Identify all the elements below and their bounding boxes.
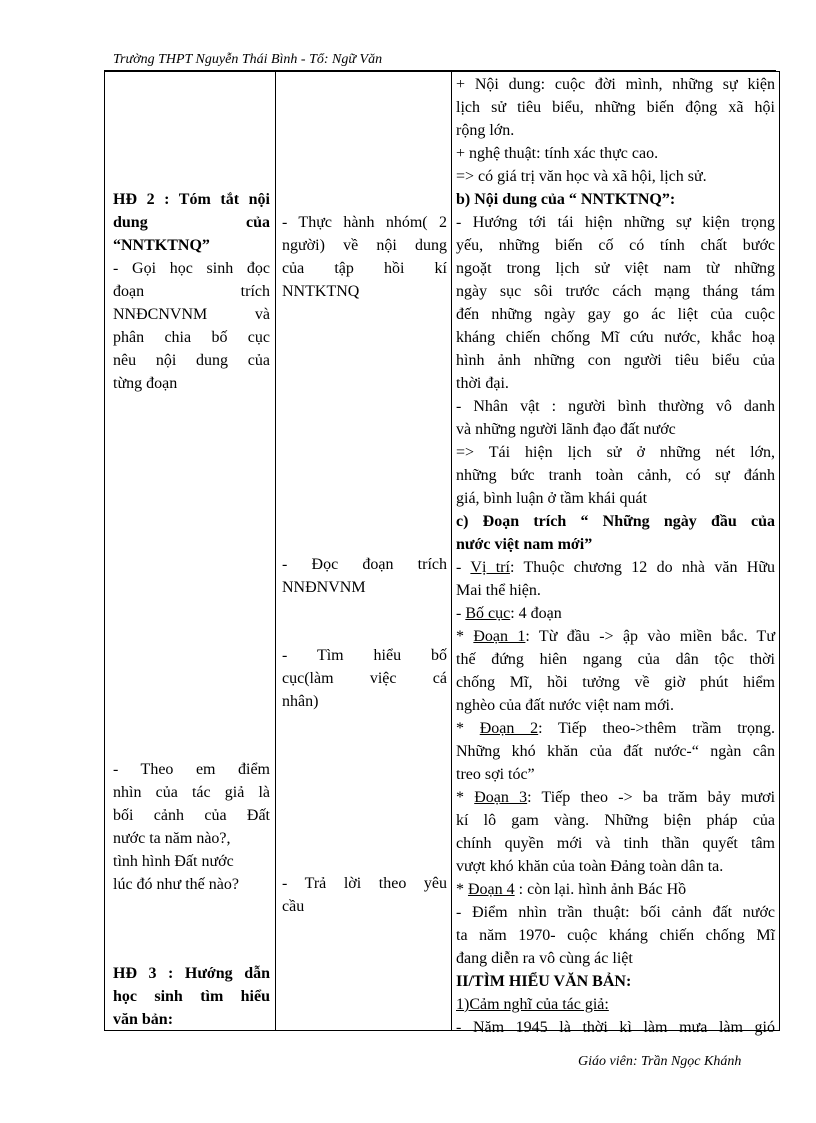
section-1-text: : Từ đầu -> ập vào miền bắc. Tư: [525, 628, 776, 645]
part-heading: II/TÌM HIỂU VĂN BẢN:: [456, 973, 632, 990]
question-block: [113, 758, 270, 896]
student-activity-line: của tập hồi kí: [282, 260, 447, 277]
content-line: kháng chiến chống Mĩ cứu nước, khắc hoạ: [456, 329, 775, 346]
student-activity-column: [276, 72, 452, 1031]
page-header: Trường THPT Nguyễn Thái Bình - Tổ: Ngữ Văn: [113, 52, 383, 67]
structure-text: : 4 đoạn: [510, 605, 562, 622]
student-activity-line: - Đọc đoạn trích: [282, 556, 447, 573]
hd3-title-line: học sinh tìm hiểu: [113, 988, 270, 1005]
content-line: chống Mĩ, hồi tưởng về giờ phút hiểm: [456, 674, 775, 691]
content-line: chính quyền mới và tinh thần quyết tâm: [456, 835, 775, 852]
table-row: [105, 72, 780, 1031]
subsection-heading: 1)Cảm nghĩ của tác giả:: [456, 996, 609, 1013]
content-line: + nghệ thuật: tính xác thực cao.: [456, 145, 659, 162]
content-line: * Đoạn 1: Từ đầu -> ập vào miền bắc. Tư: [456, 628, 776, 645]
student-activity-line: NNTKTNQ: [282, 283, 360, 300]
section-2-label: Đoạn 2: [479, 720, 539, 737]
question-line: - Theo em điểm: [113, 761, 270, 778]
content-line: ta năm 1970- cuộc kháng chiến chống Mĩ: [456, 927, 775, 944]
hd2-block: [113, 188, 270, 257]
hd3-title-line: văn bản:: [113, 1011, 174, 1028]
question-line: nhìn của tác giả là: [113, 784, 270, 801]
section-1-label: Đoạn 1: [473, 628, 526, 645]
content-line: - Bố cục: 4 đoạn: [456, 605, 562, 622]
hd2-task-line: phân chia bố cục: [113, 329, 270, 346]
content-line: những bức tranh toàn cảnh, có sự đánh: [456, 467, 775, 484]
question-line: bối cảnh của Đất: [113, 807, 270, 824]
content-line: rộng lớn.: [456, 122, 515, 139]
content-line: Mai thể hiện.: [456, 582, 541, 599]
teacher-activity-column: [105, 72, 276, 1031]
hd2-task-block: [113, 257, 270, 395]
content-line: kí lô gam vàng. Những biện pháp của: [456, 812, 775, 829]
content-line: vượt khó khăn của toàn Đảng toàn dân ta.: [456, 858, 724, 875]
answer-block: [282, 872, 447, 918]
content-line: => Tái hiện lịch sử ở những nét lớn,: [456, 444, 775, 461]
content-line: ngoặt trong lịch sử việt nam từ những: [456, 260, 775, 277]
content-line: nghèo của đất nước việt nam mới.: [456, 697, 674, 714]
hd3-block: [113, 962, 270, 1031]
content-column: [452, 72, 780, 1036]
student-activity-line: nhân): [282, 693, 319, 710]
position-text: : Thuộc chương 12 do nhà văn Hữu: [509, 559, 776, 576]
structure-label: Bố cục: [465, 605, 511, 622]
hd2-task-line: NNĐCNVNM và: [113, 306, 270, 323]
content-line: Những khó khăn của đất nước-“ ngàn cân: [456, 743, 775, 760]
group-practice-block: [282, 211, 447, 303]
content-line: - Hướng tới tái hiện những sự kiện trọng: [456, 214, 775, 231]
content-line: - Năm 1945 là thời kì làm mưa làm gió: [456, 1019, 775, 1036]
content-line: treo sợi tóc”: [456, 766, 535, 783]
section-heading-c: c) Đoạn trích “ Những ngày đầu của: [456, 513, 775, 530]
content-line: đến những ngày gay go ác liệt của cuộc: [456, 306, 775, 323]
student-activity-line: - Tìm hiểu bố: [282, 647, 447, 664]
hd3-title-line: HĐ 3 : Hướng dẫn: [113, 965, 270, 982]
content-line: * Đoạn 2: Tiếp theo->thêm trầm trọng.: [456, 720, 776, 737]
lesson-table: [104, 71, 780, 1036]
section-3-label: Đoạn 3: [474, 789, 528, 806]
section-4-text: : còn lại. hình ảnh Bác Hồ: [514, 881, 687, 898]
section-3-text: : Tiếp theo -> ba trăm bảy mươi: [527, 789, 776, 806]
content-line: * Đoạn 3: Tiếp theo -> ba trăm bảy mươi: [456, 789, 776, 806]
content-line: giá, bình luận ở tầm khái quát: [456, 490, 648, 507]
read-excerpt-block: [282, 553, 447, 599]
student-activity-line: cục(làm việc cá: [282, 670, 447, 687]
hd2-title-line: HĐ 2 : Tóm tắt nội: [113, 191, 270, 208]
content-line: đang diễn ra vô cùng ác liệt: [456, 950, 633, 967]
section-heading-b: b) Nội dung của “ NNTKTNQ”:: [456, 191, 676, 208]
hd2-task-line: nêu nội dung của: [113, 352, 270, 369]
position-label: Vị trí: [470, 559, 510, 576]
content-line: thời đại.: [456, 375, 509, 392]
question-line: nước ta năm nào?,: [113, 830, 231, 847]
section-heading-c: nước việt nam mới”: [456, 536, 593, 553]
content-line: và những người lãnh đạo đất nước: [456, 421, 676, 438]
hd2-task-line: - Gọi học sinh đọc: [113, 260, 270, 277]
content-line: * Đoạn 4 : còn lại. hình ảnh Bác Hồ: [456, 881, 687, 898]
content-line: ngày sục sôi trước cách mạng tháng tám: [456, 283, 775, 300]
section-4-label: Đoạn 4: [468, 881, 515, 898]
content-line: - Nhân vật : người bình thường vô danh: [456, 398, 775, 415]
structure-study-block: [282, 644, 447, 713]
question-line: lúc đó như thế nào?: [113, 876, 239, 893]
content-line: => có giá trị văn học và xã hội, lịch sử.: [456, 168, 707, 185]
hd2-title-line: “NNTKTNQ”: [113, 237, 210, 254]
content-line: lịch sử tiêu biểu, những biến động xã hội: [456, 99, 775, 116]
section-2-text: : Tiếp theo->thêm trầm trọng.: [538, 720, 776, 737]
student-activity-line: người) về nội dung: [282, 237, 447, 254]
content-line: + Nội dung: cuộc đời mình, những sự kiện: [456, 76, 775, 93]
content-line: thế đứng hiên ngang của dân tộc thời: [456, 651, 775, 668]
content-line: - Vị trí: Thuộc chương 12 do nhà văn Hữu: [456, 559, 776, 576]
student-activity-line: - Thực hành nhóm( 2: [282, 214, 447, 231]
student-activity-line: NNĐNVNM: [282, 579, 366, 596]
content-line: yếu, những biến cố có tính chất bước: [456, 237, 775, 254]
hd2-title-line: dung của: [113, 214, 270, 231]
page-footer: Giáo viên: Trần Ngọc Khánh: [578, 1054, 742, 1069]
hd2-task-line: từng đoạn: [113, 375, 178, 392]
hd2-task-line: đoạn trích: [113, 283, 270, 300]
question-line: tình hình Đất nước: [113, 853, 234, 870]
student-activity-line: cầu: [282, 898, 305, 915]
content-line: hình ảnh những con người tiêu biểu của: [456, 352, 775, 369]
student-activity-line: - Trả lời theo yêu: [282, 875, 447, 892]
content-line: - Điểm nhìn trần thuật: bối cảnh đất nước: [456, 904, 775, 921]
content-block: [456, 73, 775, 1039]
